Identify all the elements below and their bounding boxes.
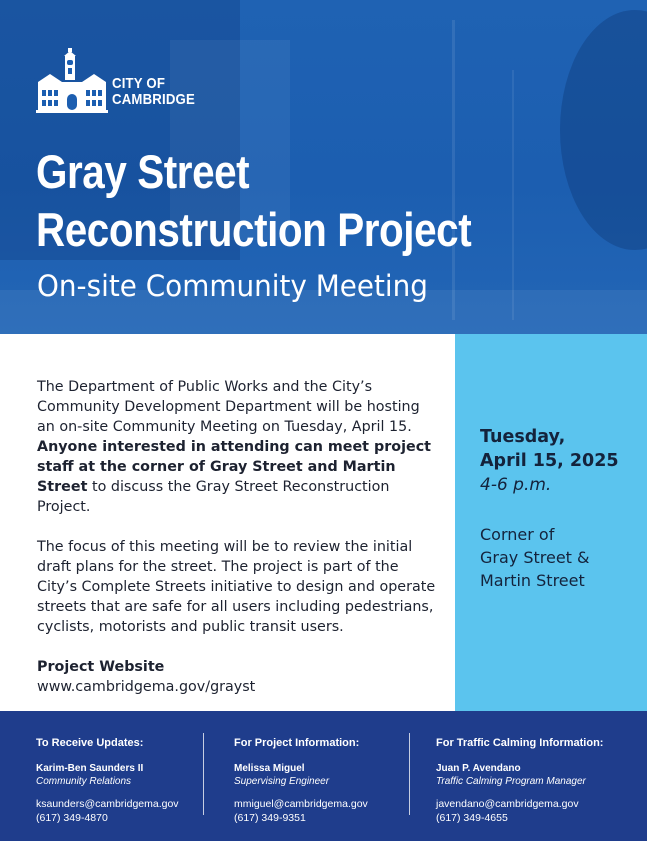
city-hall-icon: [36, 48, 108, 114]
background-lamp-post: [512, 70, 514, 320]
intro-bold-text: Anyone interested in attending can meet project staff at the corner of Gray Street and Martin Street: [37, 439, 432, 495]
city-logo: [36, 48, 236, 114]
intro-paragraph: [37, 377, 437, 517]
contact-name: Karim-Ben Saunders II: [36, 763, 144, 774]
location-line-1: Corner of: [480, 525, 555, 544]
contact-column-project: [234, 736, 414, 825]
contact-phone[interactable]: (617) 349-4655: [436, 812, 508, 824]
website-label: Project Website: [37, 659, 165, 675]
website-link[interactable]: www.cambridgema.gov/grayst: [37, 679, 256, 695]
page-title: [36, 143, 471, 259]
event-date: April 15, 2025: [480, 451, 619, 471]
footer-divider: [409, 733, 410, 815]
contact-email[interactable]: mmiguel@cambridgema.gov: [234, 798, 368, 810]
intro-end-text: to discuss the Gray Street Reconstruction Project.: [37, 479, 390, 515]
header-banner: [0, 0, 647, 334]
contact-role: Traffic Calming Program Manager: [436, 776, 586, 787]
event-time: 4-6 p.m.: [480, 475, 552, 495]
contact-column-updates: [36, 736, 216, 825]
intro-text: The Department of Public Works and the City’s Community Development Department will be hosting an on-site Community Meeting on Tuesday, April 15.: [37, 379, 420, 435]
event-day: Tuesday,: [480, 427, 566, 447]
location-line-2: Gray Street &: [480, 548, 590, 567]
contact-footer: [0, 711, 647, 841]
contact-role: Community Relations: [36, 776, 132, 787]
project-website: [37, 657, 437, 697]
event-details: [480, 425, 645, 592]
logo-line-1: CITY OF: [112, 75, 166, 92]
location-line-3: Martin Street: [480, 571, 585, 590]
background-tree: [560, 10, 647, 250]
contact-name: Melissa Miguel: [234, 763, 305, 774]
contact-heading: For Project Information:: [234, 737, 360, 749]
page-subtitle: On-site Community Meeting: [37, 269, 428, 303]
focus-paragraph: The focus of this meeting will be to review the initial draft plans for the street. The project is part of the City’s Complete Streets initiative to design and operate streets that are safe for all users including pedestrians, cyclists, motorists and public transit users.: [37, 539, 436, 635]
event-location: [480, 523, 645, 592]
contact-phone[interactable]: (617) 349-9351: [234, 812, 306, 824]
event-details-panel: [455, 334, 647, 711]
contact-email[interactable]: ksaunders@cambridgema.gov: [36, 798, 179, 810]
meeting-description: [37, 377, 437, 697]
footer-divider: [203, 733, 204, 815]
logo-line-2: CAMBRIDGE: [112, 91, 195, 108]
city-logo-text: [112, 76, 195, 108]
contact-phone[interactable]: (617) 349-4870: [36, 812, 108, 824]
title-line-2: Reconstruction Project: [36, 203, 472, 256]
contact-heading: For Traffic Calming Information:: [436, 737, 604, 749]
contact-role: Supervising Engineer: [234, 776, 330, 787]
contact-heading: To Receive Updates:: [36, 737, 144, 749]
contact-column-traffic: [436, 736, 636, 825]
contact-email[interactable]: javendano@cambridgema.gov: [436, 798, 579, 810]
contact-name: Juan P. Avendano: [436, 763, 521, 774]
title-line-1: Gray Street: [36, 145, 250, 198]
